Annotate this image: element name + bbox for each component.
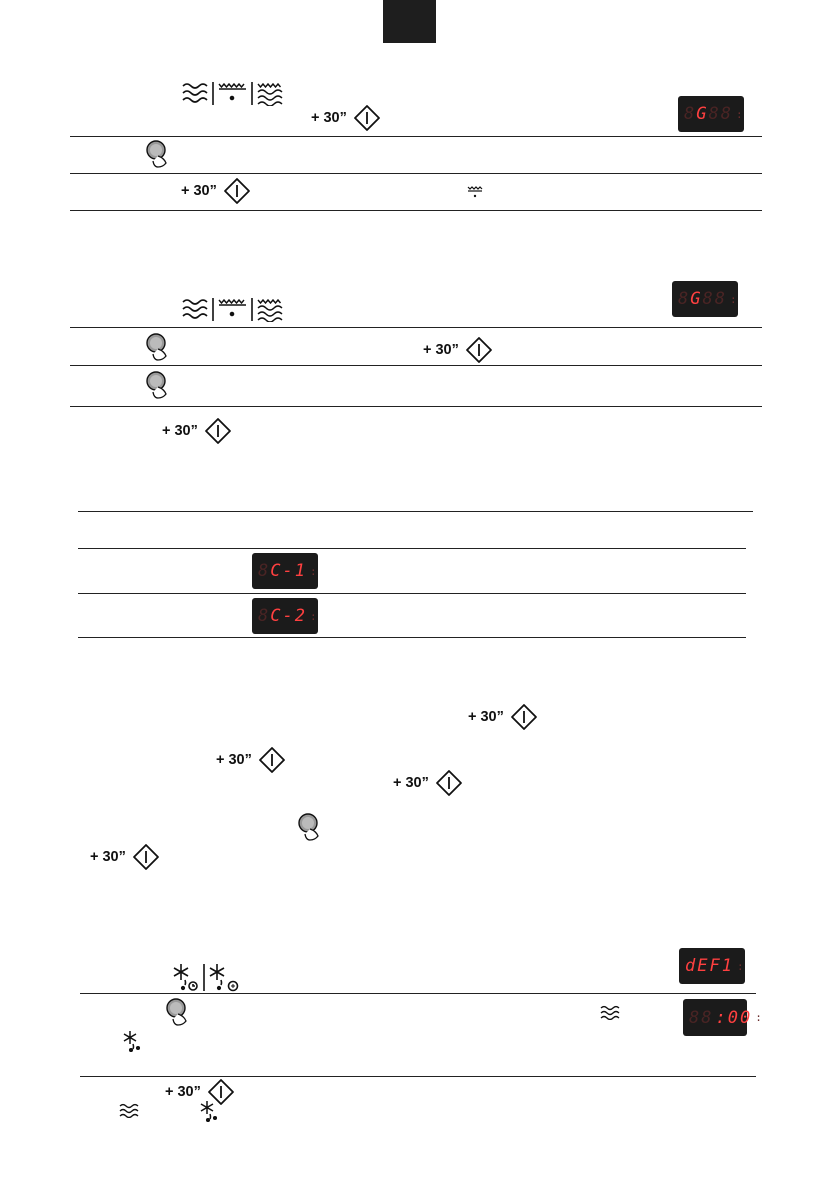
lcd-ghost: 8 [678, 289, 691, 309]
microwave-waves-icon [183, 84, 207, 102]
defrost-icon [198, 1100, 220, 1122]
defrost-icon [121, 1030, 143, 1052]
lcd-display-combi-1 [252, 553, 318, 589]
divider [70, 327, 762, 328]
start-30s-button[interactable] [468, 703, 538, 731]
microwave-waves-icon [119, 1103, 139, 1118]
lcd-display-combi-2 [252, 598, 318, 634]
rotary-knob-hand-icon[interactable] [144, 139, 172, 169]
lcd-display-defrost [679, 948, 745, 984]
start-button-label: + 30” [468, 709, 504, 725]
table-rule [78, 637, 746, 638]
start-button-label: + 30” [216, 752, 252, 768]
lcd-colon: : [309, 564, 319, 578]
start-button-label: + 30” [165, 1084, 201, 1100]
start-diamond-icon [223, 177, 251, 205]
start-diamond-icon [132, 843, 160, 871]
start-30s-button[interactable] [162, 417, 232, 445]
lcd-display-grill-level [678, 96, 744, 132]
divider [70, 406, 762, 407]
grill-icon [219, 300, 246, 316]
start-button-label: + 30” [393, 775, 429, 791]
rotary-knob-hand-icon[interactable] [164, 996, 192, 1028]
lcd-ghost: 8 [684, 104, 697, 124]
start-30s-button[interactable] [423, 336, 493, 364]
rotary-knob-hand-icon[interactable] [296, 811, 324, 843]
lcd-lit: dEF1 [685, 956, 734, 976]
mode-icons-group [181, 296, 285, 322]
combi-icon [258, 84, 282, 106]
lcd-lit: G [690, 289, 703, 309]
divider [80, 993, 756, 994]
table-rule [78, 511, 753, 512]
table-rule [78, 593, 746, 594]
lcd-lit: C [270, 561, 283, 581]
start-button-label: + 30” [90, 849, 126, 865]
start-button-label: + 30” [423, 342, 459, 358]
start-diamond-icon [465, 336, 493, 364]
lcd-lit: C [270, 606, 283, 626]
grill-icon [219, 84, 246, 100]
start-30s-button[interactable] [90, 843, 160, 871]
lcd-lit-rest: -1 [282, 561, 307, 581]
start-button-label: + 30” [311, 110, 347, 126]
divider [70, 173, 762, 174]
start-30s-button[interactable] [181, 177, 251, 205]
lcd-colon: : [729, 292, 739, 306]
lcd-lit: 00 [727, 1007, 753, 1028]
start-diamond-icon [510, 703, 538, 731]
lcd-ghost-rest: 88 [702, 289, 727, 309]
start-diamond-icon [435, 769, 463, 797]
rotary-knob-hand-icon[interactable] [144, 332, 172, 362]
microwave-waves-icon [183, 300, 207, 318]
rotary-knob-hand-icon[interactable] [144, 370, 172, 400]
lcd-ghost: 88 [689, 1007, 714, 1028]
lcd-ghost-rest: 88 [708, 104, 733, 124]
divider [70, 365, 762, 366]
lcd-colon: : [735, 107, 745, 121]
lcd-colon: : [309, 609, 319, 623]
lcd-display-grill-level [672, 281, 738, 317]
divider [70, 136, 762, 137]
lcd-display-defrost-time: 88 : 00 : [683, 999, 747, 1036]
start-30s-button[interactable] [393, 769, 463, 797]
microwave-waves-icon [600, 1005, 620, 1020]
start-30s-button[interactable] [216, 746, 286, 774]
lcd-lit-rest: -2 [282, 606, 307, 626]
table-rule [78, 548, 746, 549]
defrost-time-icon [174, 964, 197, 990]
defrost-icons-group [171, 962, 249, 992]
lcd-lit: G [696, 104, 709, 124]
page-header-tab [383, 0, 436, 43]
lcd-ghost: 8 [258, 606, 271, 626]
start-button-label: + 30” [162, 423, 198, 439]
lcd-colon: : [736, 959, 746, 973]
start-diamond-icon [258, 746, 286, 774]
start-button-label: + 30” [181, 183, 217, 199]
start-30s-button[interactable] [311, 104, 381, 132]
start-diamond-icon [353, 104, 381, 132]
divider [70, 210, 762, 211]
grill-icon [466, 185, 484, 199]
start-diamond-icon [204, 417, 232, 445]
mode-icons-group [181, 80, 285, 106]
defrost-weight-icon [210, 964, 238, 991]
divider [80, 1076, 756, 1077]
combi-icon [258, 300, 282, 322]
lcd-ghost: 8 [258, 561, 271, 581]
lcd-colon: : [755, 1011, 764, 1024]
